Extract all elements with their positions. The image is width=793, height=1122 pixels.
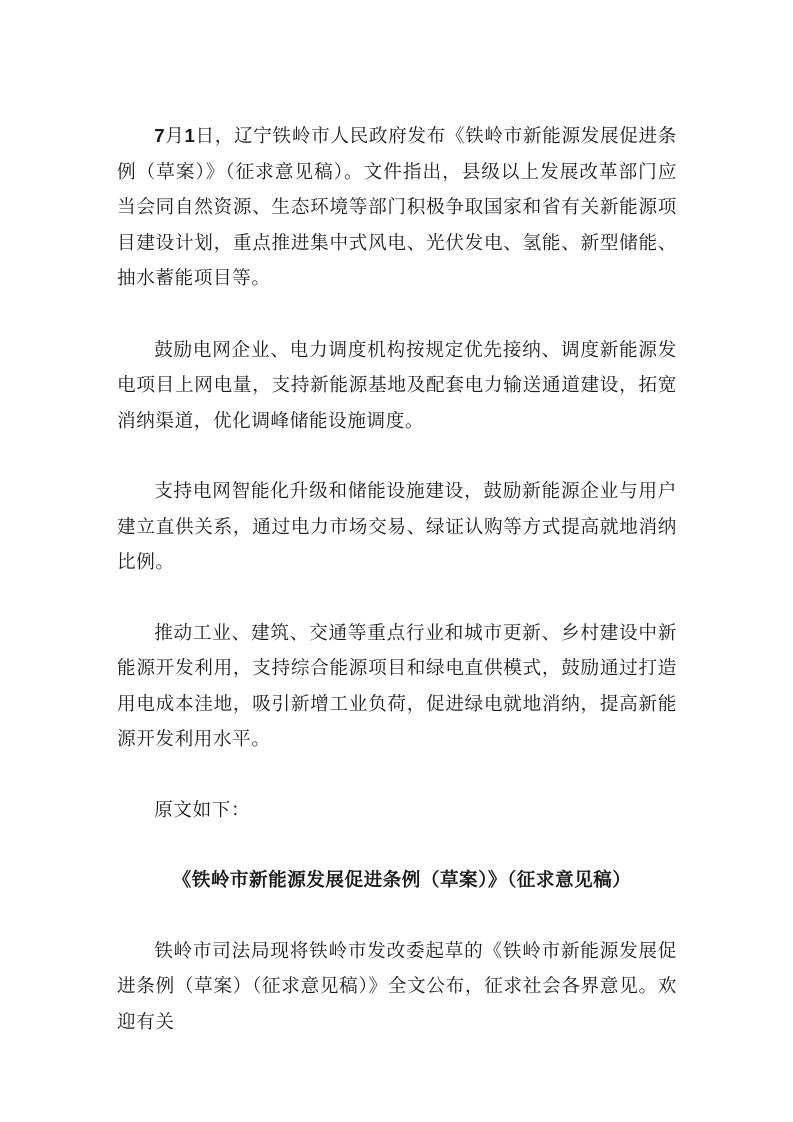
date-month-number: 7 [154, 125, 166, 146]
paragraph-intro [117, 118, 677, 297]
paragraph-grid-priority: 鼓励电网企业、电力调度机构按规定优先接纳、调度新能源发电项目上网电量，支持新能源基地及配套电力输送通道建设，拓宽消纳渠道，优化调峰储能设施调度。 [117, 339, 677, 432]
document-page [117, 118, 677, 1075]
paragraph-industry-promotion: 推动工业、建筑、交通等重点行业和城市更新、乡村建设中新能源开发利用，支持综合能源项目和绿电直供模式，鼓励通过打造用电成本洼地，吸引新增工业负荷，促进绿电就地消纳，提高新能源开发利用水平。 [117, 622, 677, 750]
paragraph-intro-text: 日，辽宁铁岭市人民政府发布《铁岭市新能源发展促进条例（草案）》（征求意见稿）。文件指出，县级以上发展改革部门应当会同自然资源、生态环境等部门积极争取国家和省有关新能源项目建设计划，重点推进集中式风电、光伏发电、氢能、新型储能、抽水蓄能项目等。 [117, 126, 677, 289]
date-day-number: 1 [184, 125, 196, 146]
paragraph-storage-support: 支持电网智能化升级和储能设施建设，鼓励新能源企业与用户建立直供关系，通过电力市场交易、绿证认购等方式提高就地消纳比例。 [117, 481, 677, 573]
paragraph-original-text-label: 原文如下： [154, 799, 251, 821]
document-title: 《铁岭市新能源发展促进条例（草案）》（征求意见稿） [172, 870, 632, 891]
date-month-label: 月 [165, 126, 185, 147]
paragraph-closing: 铁岭市司法局现将铁岭市发改委起草的《铁岭市新能源发展促进条例（草案）（征求意见稿）》全文公布，征求社会各界意见。欢迎有关 [117, 940, 677, 1033]
